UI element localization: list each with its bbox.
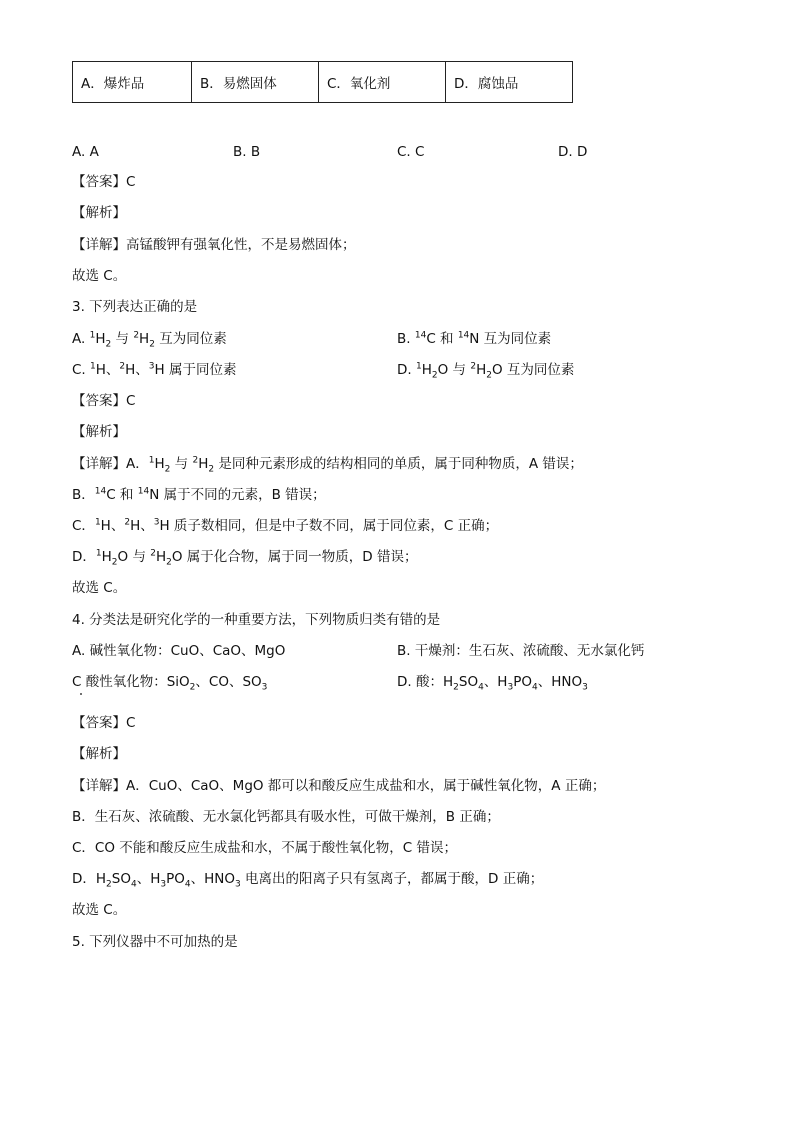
q4-analysis-heading: 【解析】 [72,746,126,762]
q2-conclusion: 故选 C。 [72,268,127,284]
hazard-option-b: B．易燃固体 [192,62,319,103]
hazard-label-table [72,61,573,103]
q3-detail-d: D．$^1H_2O$ 与 $^2H_2O$ 属于化合物，属于同一物质，D 错误； [72,548,418,568]
q3-stem: 3. 下列表达正确的是 [72,299,198,315]
q3-option-c: C. $^1$H、$^2$H、$^3$H 属于同位素 [72,361,237,378]
hazard-option-d: D．腐蚀品 [446,62,573,103]
q2-analysis-heading: 【解析】 [72,205,126,221]
q4-detail-d: D．$H_2SO_4$、$H_3PO_4$、$HNO_3$ 电离出的阳离子只有氢离子，都属于酸，D 正确； [72,871,544,890]
hazard-option-a: A．爆炸品 [73,62,192,103]
q3-option-b: B. $^{14}$C 和 $^{14}$N 互为同位素 [397,330,552,347]
q4-stem: 4. 分类法是研究化学的一种重要方法，下列物质归类有错的是 [72,612,441,628]
q3-answer: 【答案】C [72,393,136,409]
q4-detail-c: C．CO 不能和酸反应生成盐和水，不属于酸性氧化物，C 错误； [72,840,457,856]
q2-option-c: C. C [397,144,425,160]
q3-detail-c: C．$^1$H、$^2$H、$^3$H 质子数相同，但是中子数不同，属于同位素，C 正确； [72,517,499,534]
q2-option-d: D. D [558,144,588,160]
q4-option-a: A. 碱性氧化物：CuO、CaO、MgO [72,643,286,659]
q2-option-a: A. A [72,144,99,160]
q4-option-b: B. 干燥剂：生石灰、浓硫酸、无水氯化钙 [397,643,645,659]
q4-detail-a: 【详解】A．CuO、CaO、MgO 都可以和酸反应生成盐和水，属于碱性氧化物，A 正确； [72,778,606,794]
option-dot-mark [80,693,82,695]
q3-conclusion: 故选 C。 [72,580,127,596]
q3-detail-a: 【详解】A．$^1H_2$ 与 $^2H_2$ 是同种元素形成的结构相同的单质，属于同种物质，A 错误； [72,455,583,475]
q2-detail: 【详解】高锰酸钾有强氧化性，不是易燃固体； [72,237,356,253]
q4-option-c: C 酸性氧化物：SiO$_2$、CO、$SO_3$ [72,674,268,693]
q4-option-d: D. 酸：$H_2SO_4$、$H_3PO_4$、$HNO_3$ [397,674,588,693]
q5-stem: 5. 下列仪器中不可加热的是 [72,934,238,950]
q3-detail-b: B．$^{14}$C 和 $^{14}$N 属于不同的元素，B 错误； [72,486,326,503]
q2-answer: 【答案】C [72,174,136,190]
q4-answer: 【答案】C [72,715,136,731]
q3-analysis-heading: 【解析】 [72,424,126,440]
q4-detail-b: B．生石灰、浓硫酸、无水氯化钙都具有吸水性，可做干燥剂，B 正确； [72,809,500,825]
q2-option-b: B. B [233,144,261,160]
q3-option-a: A. $^1H_2$ 与 $^2H_2$ 互为同位素 [72,330,227,350]
q4-conclusion: 故选 C。 [72,902,127,918]
q3-option-d: D. $^1H_2O$ 与 $^2H_2O$ 互为同位素 [397,361,575,381]
hazard-option-c: C．氧化剂 [319,62,446,103]
